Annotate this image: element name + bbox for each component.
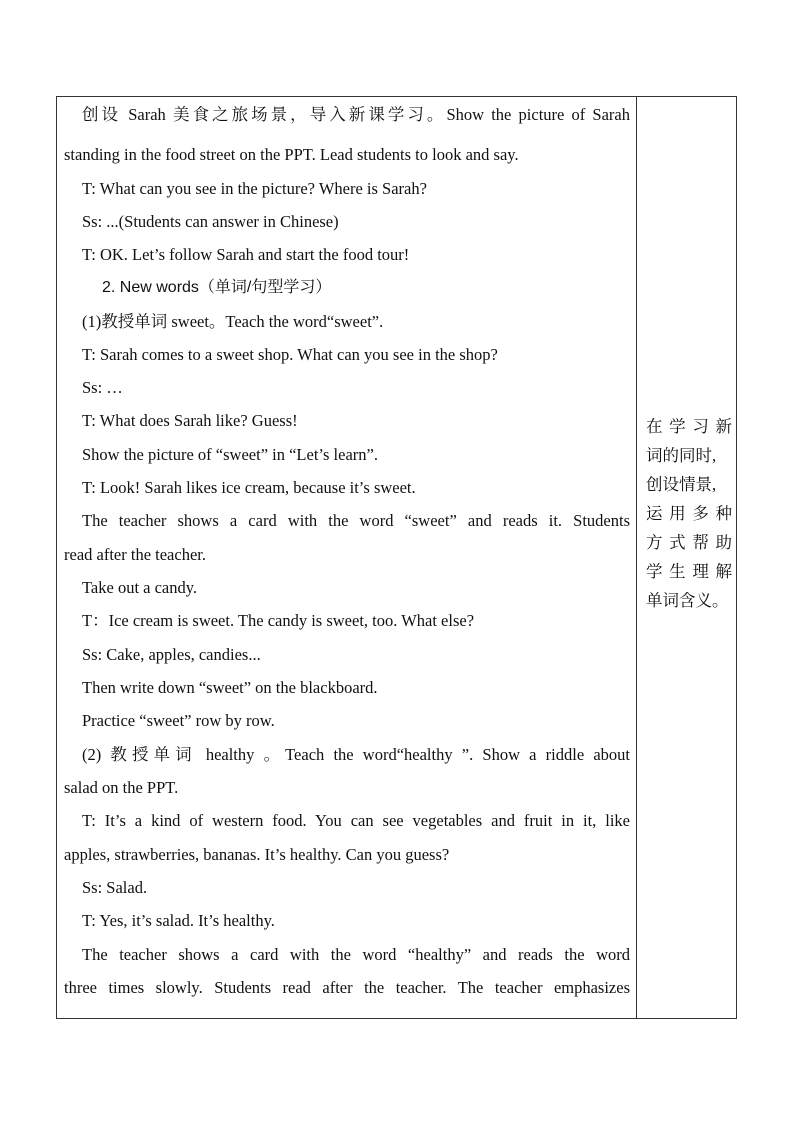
lesson-line: T: Sarah comes to a sweet shop. What can you see in the shop? [82, 345, 498, 364]
note-line: 学生理解 [646, 562, 732, 581]
note-line: 在学习新 [646, 417, 732, 436]
lesson-line: apples, strawberries, bananas. It’s healthy. Can you guess? [64, 845, 450, 864]
lesson-table [56, 96, 737, 1019]
section-heading: 2. New words（单词/句型学习） [102, 279, 332, 296]
lesson-line: Ss: Cake, apples, candies... [82, 645, 261, 664]
lesson-line: T: Yes, it’s salad. It’s healthy. [82, 911, 275, 930]
lesson-line: read after the teacher. [64, 545, 206, 564]
lesson-line: Practice “sweet” row by row. [82, 711, 275, 730]
lesson-line: 创设 Sarah 美食之旅场景，导入新课学习。Show the picture of Sarah [82, 105, 630, 124]
lesson-line: The teacher shows a card with the word “sweet” and reads it. Students [82, 511, 630, 530]
lesson-line: Ss: Salad. [82, 878, 148, 897]
note-line: 运用多种 [646, 504, 732, 523]
lesson-line: T: What does Sarah like? Guess! [82, 411, 298, 430]
lesson-line: T: Look! Sarah likes ice cream, because it’s sweet. [82, 478, 416, 497]
note-line: 词的同时, [646, 446, 717, 465]
note-line: 创设情景, [646, 475, 717, 494]
lesson-line: Then write down “sweet” on the blackboard. [82, 678, 378, 697]
column-divider [636, 97, 637, 1018]
lesson-line: Take out a candy. [82, 578, 198, 597]
lesson-line: standing in the food street on the PPT. Lead students to look and say. [64, 145, 519, 164]
note-line: 单词含义。 [646, 591, 729, 610]
lesson-line: three times slowly. Students read after the teacher. The teacher emphasizes [64, 978, 630, 997]
lesson-line: (2) 教授单词 healthy 。Teach the word“healthy ”. Show a riddle about [82, 745, 630, 764]
note-line: 方式帮助 [646, 533, 732, 552]
lesson-line: T: OK. Let’s follow Sarah and start the food tour! [82, 245, 410, 264]
lesson-line: T: It’s a kind of western food. You can see vegetables and fruit in it, like [82, 811, 630, 830]
lesson-line: Ss: ...(Students can answer in Chinese) [82, 212, 339, 231]
lesson-line: Ss: … [82, 378, 123, 397]
lesson-line: salad on the PPT. [64, 778, 179, 797]
lesson-line: Show the picture of “sweet” in “Let’s learn”. [82, 445, 378, 464]
lesson-line: (1)教授单词 sweet。Teach the word“sweet”. [82, 312, 384, 331]
lesson-line: The teacher shows a card with the word “healthy” and reads the word [82, 945, 630, 964]
lesson-line: T: What can you see in the picture? Where is Sarah? [82, 179, 427, 198]
lesson-line: T：Ice cream is sweet. The candy is sweet, too. What else? [82, 611, 475, 630]
